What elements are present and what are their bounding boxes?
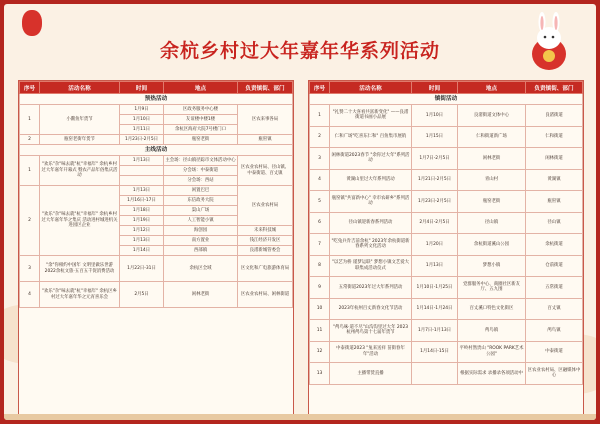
activity-name: "余"你相约中国年 文明里做乐世游 2022余杭文旅·五百五千促消费活动 xyxy=(40,256,120,282)
activity-time: 2月5日 xyxy=(120,282,164,308)
activity-name: 径山镇迎新春系列活动 xyxy=(330,212,412,234)
header-time: 时间 xyxy=(412,82,458,94)
activity-name: 仁和广场"吃喜东仁和" 百鱼集市展销 xyxy=(330,126,412,148)
activity-place: 东信政务大院 xyxy=(164,196,238,206)
activity-place: 平岭村然贵山 "ROOK PARK艺术公园" xyxy=(458,341,526,363)
row-number: 1 xyxy=(20,105,40,135)
activity-place: 径山镇 xyxy=(458,212,526,234)
table-row xyxy=(310,148,583,170)
responsible-dept: 中泰街道 xyxy=(526,341,583,363)
table-row xyxy=(310,298,583,320)
activity-place: 人工智能小镇 xyxy=(164,216,238,226)
activity-name: 瓶窑老街年货节 xyxy=(40,135,120,145)
activity-name: "礼赞二十大喜看共富新变化" ——良渚街道书画小品展 xyxy=(330,105,412,127)
activity-place: 闲置巴巴 xyxy=(164,186,238,196)
table-row xyxy=(20,135,293,145)
responsible-dept: 区农来事各局 xyxy=(238,105,293,135)
activity-time xyxy=(120,176,164,186)
poster-frame xyxy=(4,4,596,420)
header-dept: 负责镇街、部门 xyxy=(526,82,583,94)
responsible-dept: 百丈镇 xyxy=(526,298,583,320)
activity-time: 1月10日 xyxy=(120,115,164,125)
responsible-dept: 鸬鸟镇 xyxy=(526,320,583,342)
table-row xyxy=(20,105,293,115)
activity-name: "欢乐"杂"味去就"杭"幸福年" 余杭区乡村过大年嘉年华之元宵喜乐会 xyxy=(40,282,120,308)
table-row xyxy=(310,126,583,148)
activity-place: 主会场：径山镇径踪市文体活动中心 xyxy=(164,156,238,166)
table-header-row xyxy=(20,82,293,94)
table-row xyxy=(310,234,583,256)
row-number: 4 xyxy=(310,169,330,191)
table-row xyxy=(310,255,583,277)
row-number: 6 xyxy=(310,212,330,234)
row-number: 9 xyxy=(310,277,330,299)
table-row xyxy=(310,105,583,127)
responsible-dept: 瓶窑镇 xyxy=(526,191,583,213)
header-place: 地点 xyxy=(458,82,526,94)
header-place: 地点 xyxy=(164,82,238,94)
left-activity-table xyxy=(18,80,294,416)
row-number: 5 xyxy=(310,191,330,213)
table-row xyxy=(310,212,583,234)
activity-place: 西部镇 xyxy=(164,246,238,256)
section-title: 主线活动 xyxy=(20,145,293,156)
responsible-dept: 瓶窑镇 xyxy=(238,135,293,145)
section-title: 镇街活动 xyxy=(310,94,583,105)
header-dept: 负责镇街、部门 xyxy=(238,82,293,94)
section-row xyxy=(20,94,293,105)
activity-time: 1月18日 xyxy=(120,206,164,216)
activity-place: 良渚街道文体中心 xyxy=(458,105,526,127)
lantern-icon xyxy=(22,10,42,36)
activity-time: 1月10日 xyxy=(412,105,458,127)
activity-place: 余杭区海府大院7号楼门口 xyxy=(164,125,238,135)
activity-time: 1月13日 xyxy=(120,186,164,196)
activity-name: 2023年杭州百丈新春文化节活动 xyxy=(330,298,412,320)
activity-time: 1月16日-17日 xyxy=(120,196,164,206)
activity-place: 鸬鸟镇 xyxy=(458,320,526,342)
bottom-decoration xyxy=(4,414,596,420)
activity-name: 主播带货直播 xyxy=(330,363,412,385)
table-row xyxy=(20,186,293,196)
activity-place: 区政务服务中心楼 xyxy=(164,105,238,115)
activity-place: 根据实际需求 录播录各项活动中 xyxy=(458,363,526,385)
activity-place: 闲林老街 xyxy=(458,148,526,170)
row-number: 2 xyxy=(310,126,330,148)
activity-time: 1月7日-1月13日 xyxy=(412,320,458,342)
table-row xyxy=(310,320,583,342)
row-number: 12 xyxy=(310,341,330,363)
activity-place: 友谊楼中楼1楼 xyxy=(164,115,238,125)
activity-name: "以艺为桥 谨梦运联" 梦想小镇文艺爱大联集成活动仪式 xyxy=(330,255,412,277)
activity-time: 1月23日-2月5日 xyxy=(120,135,164,145)
activity-place: 瓶窑老街 xyxy=(164,135,238,145)
row-number: 1 xyxy=(310,105,330,127)
activity-time: 1月14日-15日 xyxy=(412,341,458,363)
activity-place: 闲林老街 xyxy=(164,282,238,308)
activity-time: 1月13日 xyxy=(120,236,164,246)
activity-time: 1月23日-2月5日 xyxy=(412,191,458,213)
responsible-dept: 良渚街道 xyxy=(526,105,583,127)
responsible-dept: 闲林街道 xyxy=(526,148,583,170)
activity-name: "鸬鸟味·道不尽"山沟沟里过大年 2023杭州鸬鸟第十七届年货节 xyxy=(330,320,412,342)
activity-place: 青山村 xyxy=(458,169,526,191)
row-number: 11 xyxy=(310,320,330,342)
activity-name: 五常街道2023年过大年系列活动 xyxy=(330,277,412,299)
activity-place: 南方置业 xyxy=(164,236,238,246)
activity-time: 1月13日 xyxy=(412,255,458,277)
header-name: 活动名称 xyxy=(330,82,412,94)
activity-time xyxy=(120,166,164,176)
table-row xyxy=(310,169,583,191)
responsible-dept: 未来科技城 xyxy=(238,226,293,236)
row-number: 4 xyxy=(20,282,40,308)
activity-place: 余杭区全域 xyxy=(164,256,238,282)
page-title: 余杭乡村过大年嘉年华系列活动 xyxy=(159,40,440,62)
activity-time: 1月12日 xyxy=(120,226,164,236)
right-activity-table xyxy=(308,80,584,416)
activity-time: 1月21日-2月5日 xyxy=(412,169,458,191)
responsible-dept: 余杭街道 xyxy=(526,234,583,256)
table-row xyxy=(310,191,583,213)
activity-place: 瓶窑老街 xyxy=(458,191,526,213)
activity-name: 闲林街道2023春节 "余你过大年"系列活动 xyxy=(330,148,412,170)
header-time: 时间 xyxy=(120,82,164,94)
row-number: 3 xyxy=(20,256,40,282)
activity-name: "吃兔兵肯吉前余杭" 2023年余杭街道新春系列文化活动 xyxy=(330,234,412,256)
section-title: 预热活动 xyxy=(20,94,293,105)
row-number: 2 xyxy=(20,135,40,145)
responsible-dept: 区文化和广电旅游体育局 xyxy=(238,256,293,282)
activity-place: 分会场：西站 xyxy=(164,176,238,186)
row-number: 1 xyxy=(20,156,40,186)
activity-time: 1月13日 xyxy=(120,156,164,166)
section-row xyxy=(20,145,293,156)
activity-time xyxy=(412,363,458,385)
activity-place: 梦想小镇 xyxy=(458,255,526,277)
row-number: 8 xyxy=(310,255,330,277)
activity-time: 1月15日 xyxy=(412,126,458,148)
activity-time: 1月7日-2月5日 xyxy=(412,148,458,170)
activity-place: 海创园 xyxy=(164,226,238,236)
responsible-dept: 径山镇 xyxy=(526,212,583,234)
responsible-dept: 仁和街道 xyxy=(526,126,583,148)
activity-time: 2月4日-2月5日 xyxy=(412,212,458,234)
table-row xyxy=(310,363,583,385)
activity-time: 1月20日 xyxy=(412,234,458,256)
activity-time: 1月11日 xyxy=(120,125,164,135)
activity-place: 渠山广场 xyxy=(164,206,238,216)
activity-place: 党群服务中心、商圈社区新友厅、五九围 xyxy=(458,277,526,299)
row-number: 10 xyxy=(310,298,330,320)
row-number: 2 xyxy=(20,186,40,256)
responsible-dept: 仓前街道 xyxy=(526,255,583,277)
activity-name: 黄湖山里过大年系列活动 xyxy=(330,169,412,191)
responsible-dept: 区农业农村局、区融媒体中心 xyxy=(526,363,583,385)
row-number: 13 xyxy=(310,363,330,385)
header-no: 序号 xyxy=(310,82,330,94)
table-row xyxy=(310,341,583,363)
responsible-dept: 黄湖镇 xyxy=(526,169,583,191)
row-number: 3 xyxy=(310,148,330,170)
activity-place: 余杭街道溪山公园 xyxy=(458,234,526,256)
table-row xyxy=(20,282,293,308)
row-number: 7 xyxy=(310,234,330,256)
activity-time: 1月14日 xyxy=(120,246,164,256)
table-header-row xyxy=(310,82,583,94)
activity-name: "欢乐"杂"味去就"杭"幸福年" 余杭乡村过大年嘉年华之集庆 活动进村城进机关进园区企业 xyxy=(40,186,120,256)
activity-name: 小鳌鱼年货节 xyxy=(40,105,120,135)
activity-time: 1月19日 xyxy=(120,216,164,226)
activity-name: 中泰街道2023 "兔来送祥 苗街春年年"活动 xyxy=(330,341,412,363)
header-name: 活动名称 xyxy=(40,82,120,94)
responsible-dept: 区农业农村局 xyxy=(238,186,293,226)
table-row xyxy=(20,256,293,282)
activity-name: 瓶窑镇"共富新中心" 幸市农研乡"系列活动 xyxy=(330,191,412,213)
table-row xyxy=(20,156,293,166)
responsible-dept: 钱江经济开发区 xyxy=(238,236,293,246)
activity-time: 1月14日-1月24日 xyxy=(412,298,458,320)
section-row xyxy=(310,94,583,105)
responsible-dept: 良渚新城管委会 xyxy=(238,246,293,256)
responsible-dept: 区农业农村局、径山镇、中泰街道、百丈镇 xyxy=(238,156,293,186)
activity-time: 1月9日 xyxy=(120,105,164,115)
activity-place: 仁和街道新广场 xyxy=(458,126,526,148)
header-no: 序号 xyxy=(20,82,40,94)
table-row xyxy=(310,277,583,299)
responsible-dept: 区农业农村局、闲林街道 xyxy=(238,282,293,308)
activity-name: "欢乐"杂"味去就"杭"幸福年" 余杭乡村过大年嘉年开幕式 暨农产品年俗集庆活动 xyxy=(40,156,120,186)
activity-time: 1月10日-1月25日 xyxy=(412,277,458,299)
activity-place: 分会场：中泰街道 xyxy=(164,166,238,176)
responsible-dept: 五常街道 xyxy=(526,277,583,299)
activity-place: 百丈溪口特色文化街区 xyxy=(458,298,526,320)
activity-time: 1月22日-31日 xyxy=(120,256,164,282)
